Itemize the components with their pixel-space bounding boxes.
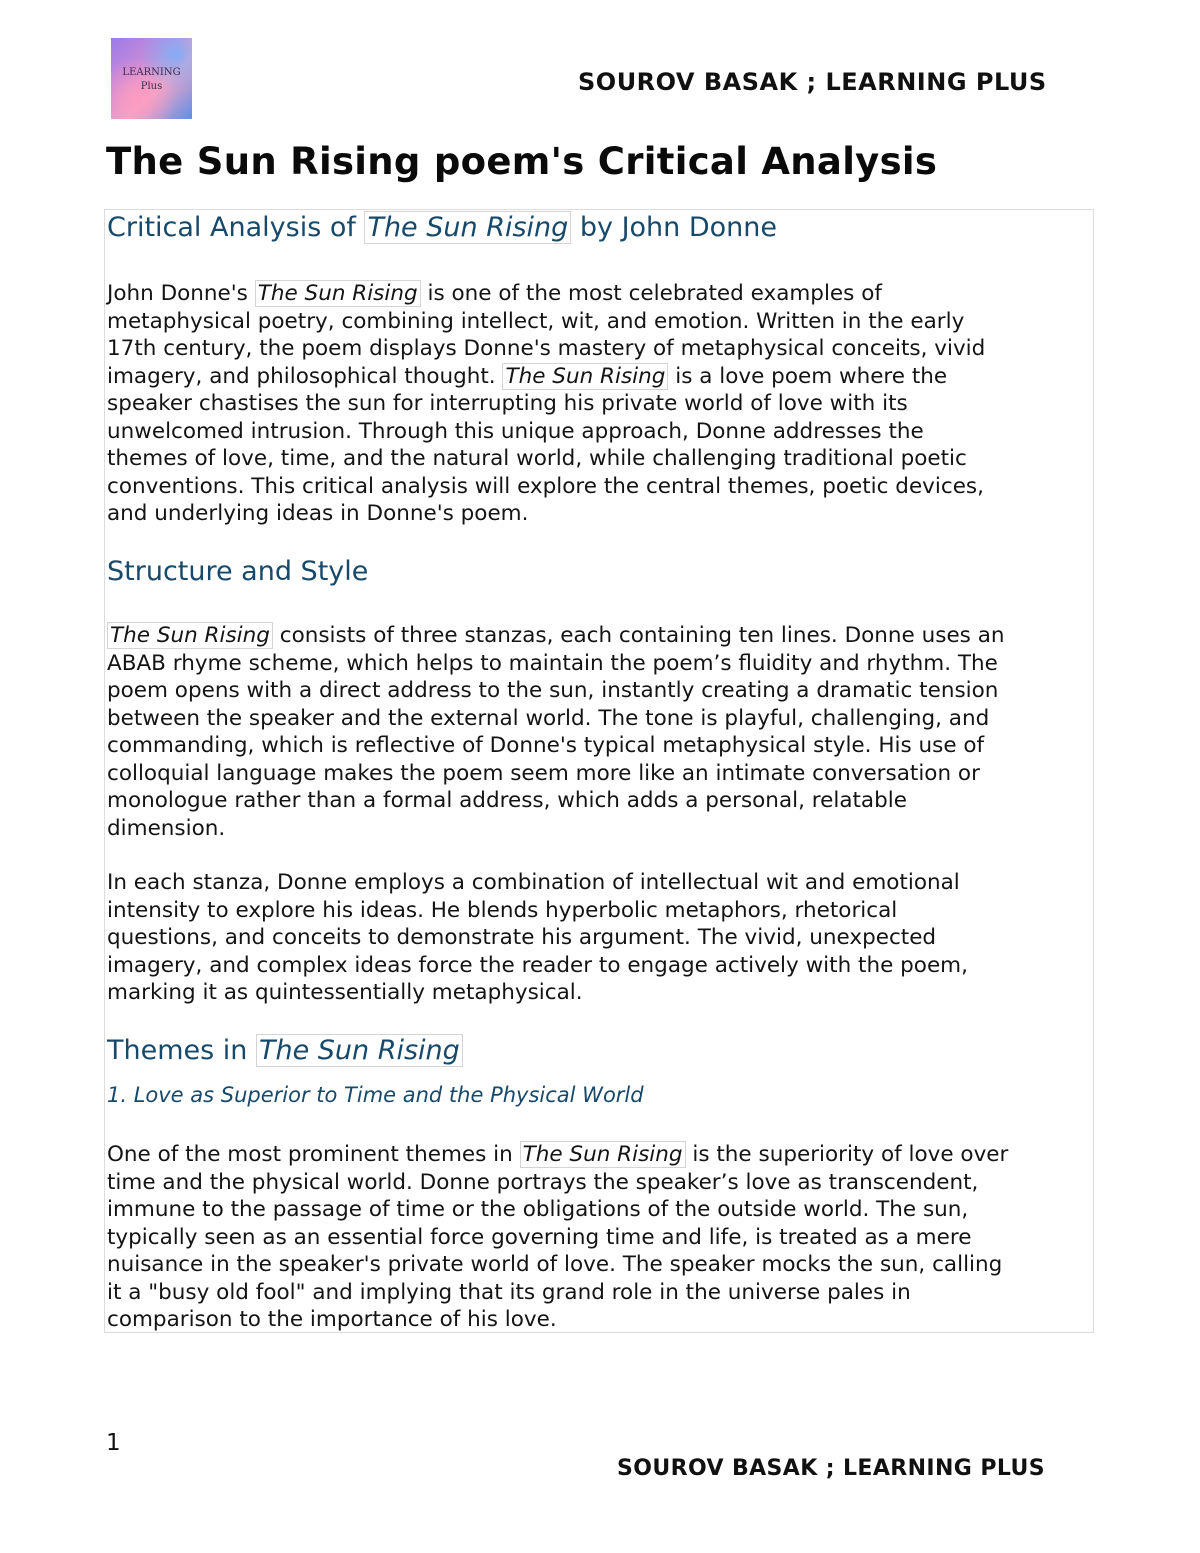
text-line: conventions. This critical analysis will explore the central themes, poetic devices, bbox=[107, 473, 984, 499]
text-run: imagery, and philosophical thought. bbox=[107, 363, 503, 389]
text-run: consists of three stanzas, each containing ten lines. Donne uses an bbox=[272, 623, 1005, 648]
text-line: typically seen as an essential force governing time and life, is treated as a mere bbox=[107, 1224, 972, 1250]
heading-text: Themes in bbox=[107, 1035, 256, 1066]
section-heading-structure-style: Structure and Style bbox=[107, 556, 369, 587]
text-run: is a love poem where the bbox=[668, 363, 948, 389]
paragraph-structure bbox=[107, 622, 1095, 842]
logo-text-line2: Plus bbox=[140, 81, 163, 92]
poem-title-link[interactable]: The Sun Rising bbox=[520, 1141, 686, 1168]
text-line bbox=[107, 1141, 1095, 1169]
text-line: dimension. bbox=[107, 815, 226, 841]
page-title: The Sun Rising poem's Critical Analysis bbox=[106, 140, 938, 183]
text-run: John Donne's bbox=[107, 281, 255, 306]
text-line: time and the physical world. Donne portrays the speaker’s love as transcendent, bbox=[107, 1169, 979, 1195]
text-line: commanding, which is reflective of Donne's typical metaphysical style. His use of bbox=[107, 733, 985, 758]
text-line: ABAB rhyme scheme, which helps to maintain the poem’s fluidity and rhythm. The bbox=[107, 650, 998, 676]
poem-title-link[interactable]: The Sun Rising bbox=[256, 1034, 463, 1067]
article-body bbox=[104, 209, 1094, 1333]
paragraph-stanza-techniques bbox=[107, 869, 1095, 1007]
text-line: imagery, and complex ideas force the reader to engage actively with the poem, bbox=[107, 952, 968, 978]
text-run: One of the most prominent themes in bbox=[107, 1142, 520, 1167]
text-line: marking it as quintessentially metaphysical. bbox=[107, 980, 583, 1005]
text-line: themes of love, time, and the natural world, while challenging traditional poetic bbox=[107, 446, 967, 471]
text-line: intensity to explore his ideas. He blends hyperbolic metaphors, rhetorical bbox=[107, 897, 898, 923]
learning-plus-logo bbox=[111, 38, 192, 119]
heading-text: by John Donne bbox=[571, 212, 777, 243]
paragraph-love-theme bbox=[107, 1141, 1095, 1334]
text-line: and underlying ideas in Donne's poem. bbox=[107, 501, 529, 526]
heading-text: Critical Analysis of bbox=[107, 212, 365, 243]
text-line: unwelcomed intrusion. Through this unique approach, Donne addresses the bbox=[107, 418, 924, 444]
text-line bbox=[107, 363, 1095, 391]
text-line: 17th century, the poem displays Donne's mastery of metaphysical conceits, vivid bbox=[107, 336, 986, 361]
text-line: monologue rather than a formal address, which adds a personal, relatable bbox=[107, 788, 907, 813]
text-line: comparison to the importance of his love. bbox=[107, 1307, 557, 1332]
poem-title-link[interactable]: The Sun Rising bbox=[364, 211, 571, 244]
text-line: it a "busy old fool" and implying that its grand role in the universe pales in bbox=[107, 1279, 911, 1305]
logo-graphic bbox=[111, 38, 192, 119]
text-line: speaker chastises the sun for interrupting his private world of love with its bbox=[107, 391, 908, 416]
header-author: SOUROV BASAK ; LEARNING PLUS bbox=[578, 68, 1047, 96]
text-line: nuisance in the speaker's private world of love. The speaker mocks the sun, calling bbox=[107, 1252, 1003, 1277]
poem-title-link[interactable]: The Sun Rising bbox=[255, 280, 421, 307]
text-line bbox=[107, 622, 1095, 650]
text-run: is the superiority of love over bbox=[685, 1142, 1009, 1167]
paragraph-intro bbox=[107, 280, 1095, 528]
text-line: colloquial language makes the poem seem more like an intimate conversation or bbox=[107, 760, 980, 786]
text-line bbox=[107, 280, 1095, 308]
section-heading-critical-analysis bbox=[107, 212, 777, 243]
text-run: is one of the most celebrated examples of bbox=[420, 281, 882, 306]
page-number: 1 bbox=[106, 1430, 121, 1456]
text-line: poem opens with a direct address to the sun, instantly creating a dramatic tension bbox=[107, 678, 999, 703]
text-line: questions, and conceits to demonstrate his argument. The vivid, unexpected bbox=[107, 925, 937, 950]
logo-text-line1: LEARNING bbox=[122, 67, 181, 78]
text-line: In each stanza, Donne employs a combination of intellectual wit and emotional bbox=[107, 870, 960, 895]
section-heading-themes bbox=[107, 1035, 463, 1066]
poem-title-link[interactable]: The Sun Rising bbox=[107, 622, 273, 649]
poem-title-link[interactable]: The Sun Rising bbox=[502, 363, 668, 390]
text-line: between the speaker and the external world. The tone is playful, challenging, and bbox=[107, 705, 990, 731]
subheading-love-superior: 1. Love as Superior to Time and the Physical World bbox=[107, 1083, 644, 1107]
text-line: metaphysical poetry, combining intellect, wit, and emotion. Written in the early bbox=[107, 308, 965, 334]
text-line: immune to the passage of time or the obligations of the outside world. The sun, bbox=[107, 1197, 969, 1222]
footer-author: SOUROV BASAK ; LEARNING PLUS bbox=[617, 1456, 1045, 1481]
